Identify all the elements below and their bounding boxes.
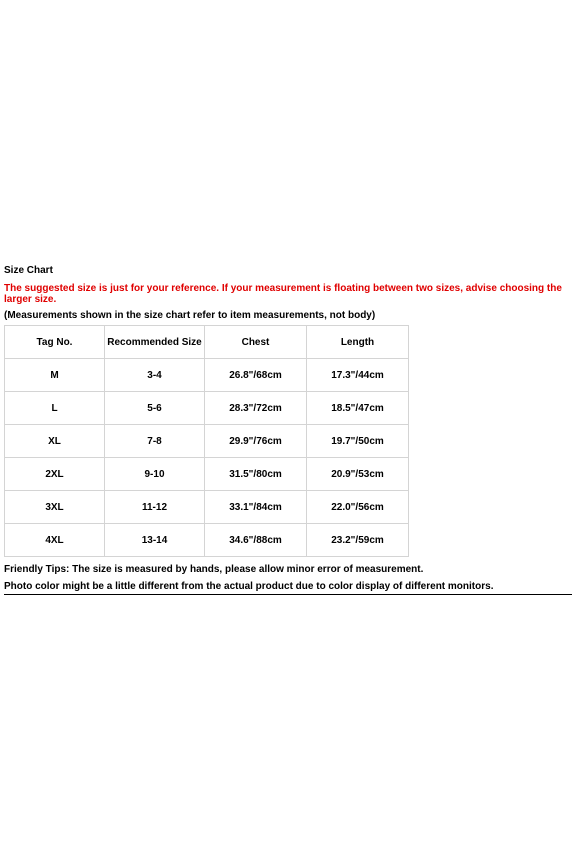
table-row: [5, 359, 409, 392]
cell-length: 17.3"/44cm: [307, 359, 409, 392]
header-length: Length: [307, 326, 409, 359]
cell-tag: 3XL: [5, 491, 105, 524]
size-chart-title: Size Chart: [4, 265, 53, 276]
table-row: [5, 491, 409, 524]
cell-tag: L: [5, 392, 105, 425]
size-table: [4, 325, 409, 557]
table-row: [5, 392, 409, 425]
cell-recommended-size: 9-10: [105, 458, 205, 491]
table-header-row: [5, 326, 409, 359]
cell-chest: 29.9"/76cm: [205, 425, 307, 458]
cell-length: 23.2"/59cm: [307, 524, 409, 557]
table-row: [5, 425, 409, 458]
cell-length: 20.9"/53cm: [307, 458, 409, 491]
cell-recommended-size: 3-4: [105, 359, 205, 392]
photo-color-tip: Photo color might be a little different from the actual product due to color display of different monitors.: [4, 581, 572, 595]
header-chest: Chest: [205, 326, 307, 359]
cell-recommended-size: 7-8: [105, 425, 205, 458]
cell-chest: 26.8"/68cm: [205, 359, 307, 392]
cell-recommended-size: 5-6: [105, 392, 205, 425]
cell-chest: 33.1"/84cm: [205, 491, 307, 524]
header-recommended-size: Recommended Size: [105, 326, 205, 359]
cell-length: 22.0"/56cm: [307, 491, 409, 524]
friendly-tips: Friendly Tips: The size is measured by hands, please allow minor error of measurement.: [4, 564, 424, 575]
table-row: [5, 524, 409, 557]
cell-tag: 4XL: [5, 524, 105, 557]
cell-tag: M: [5, 359, 105, 392]
header-tag-no: Tag No.: [5, 326, 105, 359]
measurement-note: (Measurements shown in the size chart refer to item measurements, not body): [4, 310, 376, 321]
cell-tag: 2XL: [5, 458, 105, 491]
cell-tag: XL: [5, 425, 105, 458]
size-suggestion-warning: The suggested size is just for your reference. If your measurement is floating between two sizes, advise choosing the larger size.: [4, 283, 562, 305]
table-row: [5, 458, 409, 491]
cell-length: 19.7"/50cm: [307, 425, 409, 458]
cell-chest: 28.3"/72cm: [205, 392, 307, 425]
cell-recommended-size: 11-12: [105, 491, 205, 524]
size-chart-section: [4, 265, 574, 595]
cell-chest: 31.5"/80cm: [205, 458, 307, 491]
cell-recommended-size: 13-14: [105, 524, 205, 557]
cell-length: 18.5"/47cm: [307, 392, 409, 425]
cell-chest: 34.6"/88cm: [205, 524, 307, 557]
